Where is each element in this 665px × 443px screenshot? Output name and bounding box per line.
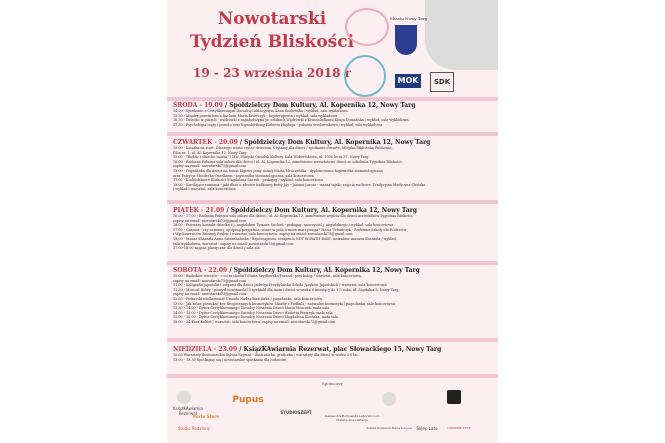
list-item: 17.00 - Granica - czy to mamy, ojczyznę przyjaźnia, wiaer w pola a może marzyniuga? Maria Urbańczyk - Rodzinne Szkoły dla Rodziców	[173, 227, 407, 232]
list-item: zapisy na email: nowotarski73@gmail.com	[173, 292, 247, 297]
list-item: i Wychowawców Rozinny Rodzic / warsztat, sala koncertowa, zapisy na email: nowotarski73@gmail.com	[173, 232, 353, 237]
list-item: 15.30 - Między pasem łoża a bachem Maria Krawczyk - fizjoterapeuta / wykład, sala wykładowa	[173, 113, 338, 118]
sponsor-logo-icon	[177, 390, 191, 404]
sponsor-name: Szkoła Rodzenia Maria Lucyna	[366, 426, 412, 430]
list-item: 16.00 - Radosna Położna sala zabaw dla dzieci / ul. Al. Kopernika 12, zamówienie warsztatowe dzieci ze szkolenia Tygodnia Bliskości,	[173, 159, 403, 164]
divider	[167, 132, 498, 136]
list-item: 10.00 Warsztaty ilustratorskie Sylwia Szymaś - ilustratorka, graficzka / warsztaty dla dzieci w wieku 3-6 lat,	[173, 353, 359, 357]
sponsor-name: KsiążKAwiarnia Rezerwat	[172, 406, 203, 416]
sponsor-name: DOMOWE TOTE	[447, 426, 471, 430]
list-item: zapisy na email: nowotarski73@gmail.com	[173, 218, 247, 223]
day-block-saturday	[173, 267, 473, 325]
event-dates: 19 - 23 września 2018 r	[193, 66, 351, 80]
list-item: zapisy na email: nowotarski73@gmail.com	[173, 164, 247, 169]
list-item: 13.00 - Jak zobie poszukać bez drogocennych kosmetyków Skarby z Podhala - naturalne kosmetyki / pogadanka, sala koncertowa	[173, 301, 396, 306]
sponsor-name: STUDIOSZEPT	[280, 410, 312, 415]
list-item: 11.00 - Kaligrafia japońska i origami dla dzieci Jadwiga Przybylińska Szkoła Języków Japońskich / warsztat, sala koncertowa	[173, 283, 387, 288]
day-heading: ŚRODA - 19.09 / Spółdzielczy Dom Kultury, Al. Kopernika 12, Nowy Targ	[173, 102, 416, 109]
day-heading: NIEDZIELA - 23.09 / KsiążKAwiarnia Rezerwat, plac Słowackiego 15, Nowy Targ	[173, 346, 442, 353]
list-item: 15.00 - "Rodzic i dziecko razem" / Msc. Miejski Ośrodek Kultury, Sala Widowiskowa, ul. 1000 lecia 37, Nowy Targ	[173, 155, 369, 160]
day-block-sunday	[173, 346, 473, 362]
poster-title-line1: Nowotarski	[217, 9, 327, 29]
list-item: 10.00 - Książka na start. Dlaczego warto czytać dzieciom. Czytamy dla dzieci / spotkanie otwarte, Miejska Biblioteka Publiczna,	[173, 146, 393, 150]
divider	[167, 97, 498, 101]
divider	[167, 338, 498, 342]
list-item: 17.30 - Psychologia ciąży i porodu oraz hipnobirthing Elżbieta Hajduga - położna środowiskowa / wykład, sala wykładowa	[173, 122, 383, 127]
mok-logo: MOK	[395, 74, 421, 88]
rose-logo-icon	[345, 8, 389, 46]
list-item: 16.00 - Pierwszy kontakt dziecka z j. angielskim Tymara Sucheń - pedagog, nauczyciel j. angielskiego / wykład, sala koncertowa	[173, 223, 394, 228]
list-item: 13.00 - 13.30 Spotkajmy się / nowotarskie spotkania dla rodziców.	[173, 357, 287, 362]
event-poster	[167, 0, 498, 443]
day-block-friday	[173, 207, 473, 251]
list-item: 17.00 - Kudziołekowe Bliskości Magdalena Szarek - pedagog / wykład, sala koncertowa	[173, 178, 324, 183]
day-heading: SOBOTA - 22.09 / Spółdzielczy Dom Kultury, Al. Kopernika 12, Nowy Targ	[173, 267, 420, 274]
sponsor-name: Aleksandra Borkowska Laboratorium Dietetyczne Laktacja	[324, 414, 380, 422]
city-crest-icon	[395, 25, 417, 55]
baby-photo	[425, 0, 498, 70]
list-item: 14.00 - 15.00 - Dyżur Certyfikowanego Doradcy Noszenia Dzieci Wioletta Pietrzyk, mała sala	[173, 310, 333, 315]
day-block-wednesday	[173, 102, 473, 127]
list-item: 18.00 - Pogadanka dla dzieci na temat higieny jamy ustnej Maria Mroczeńska - dyplomowana higienistka stomatologiczna	[173, 168, 383, 173]
sponsor-name: Sklep Lato	[416, 426, 438, 431]
divider	[167, 374, 498, 378]
sponsor-name: Porto Store	[193, 414, 219, 419]
sponsor-name: Pupus	[232, 395, 264, 405]
list-item: 15.00 - 16.00 - Dyżur Certyfikowanego Doradcy Noszenia Dzieci Magdalena Kicińska, mała sala	[173, 315, 338, 320]
day-heading: CZWARTEK - 20.09 / Spółdzielczy Dom Kultury, Al. Kopernika 12, Nowy Targ	[173, 139, 431, 146]
list-item: 17.00-18.00 zajęcia plastyczne dla dzieci / sala ala	[173, 246, 260, 251]
day-heading: PIĄTEK - 21.09 / Spółdzielczy Dom Kultury, Al. Kopernika 12, Nowy Targ	[173, 207, 417, 214]
list-item: 18.00 - Masaż Shantala Anna Sztarabałuska - fizjoterapeuta, terapeuta NDT BOBATH BABY, instruktor masażu Shantala / wykład,	[173, 236, 397, 241]
sponsor-name: Studio Rodzinny	[177, 426, 211, 431]
list-item: 16.30 - Dziecko w górach - wędrówki z najmłodszymi po szlakach Wędrówki z Krasnoludkami Kinga Domańska / wykład, sala wykładowa	[173, 118, 409, 123]
sponsor-logo-icon	[447, 390, 461, 404]
sponsors-heading: Sponsorzy	[321, 381, 344, 386]
list-item: zapisy na email: nowotarski73@gmail.com	[173, 278, 247, 283]
poster-title-line2: Tydzień Bliskości	[189, 32, 355, 52]
day-block-thursday	[173, 139, 473, 192]
sdk-logo: SDK	[430, 72, 454, 92]
list-item: 10.00 - Budzików wieczór - o co tu chodzi? Maria Szydłowska-Parand - psycholog / warsztat, sala koncertowa,	[173, 274, 362, 278]
list-item: 18.00 - 24 Kosz Kobiet / warsztat, sala koncertowa, zapisy na email: nowotarski73@gmail.com	[173, 319, 336, 324]
list-item: oraz Patrycja Chudecka-Orzelkiem - asystentka stomatologiczna, sala koncertowa	[173, 173, 314, 178]
list-item: / wykład i warsztat, sala koncertowa	[173, 187, 236, 192]
list-item: 18.00 - Kreślające rumiana - jaki dbać o zdrowe badkowej Betty Joy - Joanna Jurczo - masaż tajski, zajęcia ruchowe, Tradycyjna Medycyna Chińska	[173, 182, 426, 187]
divider	[167, 261, 498, 265]
list-item: sala wykładowa, warsztat - zapisy na email: nowotarski73@gmail.com	[173, 241, 294, 246]
mandala-logo-icon	[344, 55, 386, 97]
sponsor-logo-icon	[382, 392, 396, 406]
list-item: 12.00 - Piekarski wielkiemiast Urszula Nadza-Bierońska / pogadanka, sala koncertowa	[173, 296, 322, 301]
list-item: 13.30 - 14.00 - Dyżur Certyfikowanego Doradcy Noszenia Dzieci Maria Mroczek, mała sala	[173, 306, 330, 311]
city-crest-label: Miasto Nowy Targ	[390, 16, 428, 21]
list-item: Filia nr. 1, ul. Al. Kopernika 12, Nowy Targ	[173, 150, 247, 155]
list-item: 16.00 - 17.00 - Radosna Położna sala zabaw dla dzieci / ul. Al. Kopernika 12, zamówienie wejścia dla dzieci uczestników Tygodnia Bliskości,	[173, 214, 414, 218]
list-item: 11.30 - Musical Bobry - pomysł nowotarski73 spektakl dla mam i dzieci w wieku 6 miesięcy do 1,5 roku, ul. Szpitalna 8, Nowy Targ,	[173, 287, 400, 292]
divider	[167, 200, 498, 204]
list-item: 14.00 - Spotkanie z Certyfikowanym Doradcą Laktacyjnym Anna Kozłowska / wykład, sala wykładowa	[173, 109, 348, 113]
